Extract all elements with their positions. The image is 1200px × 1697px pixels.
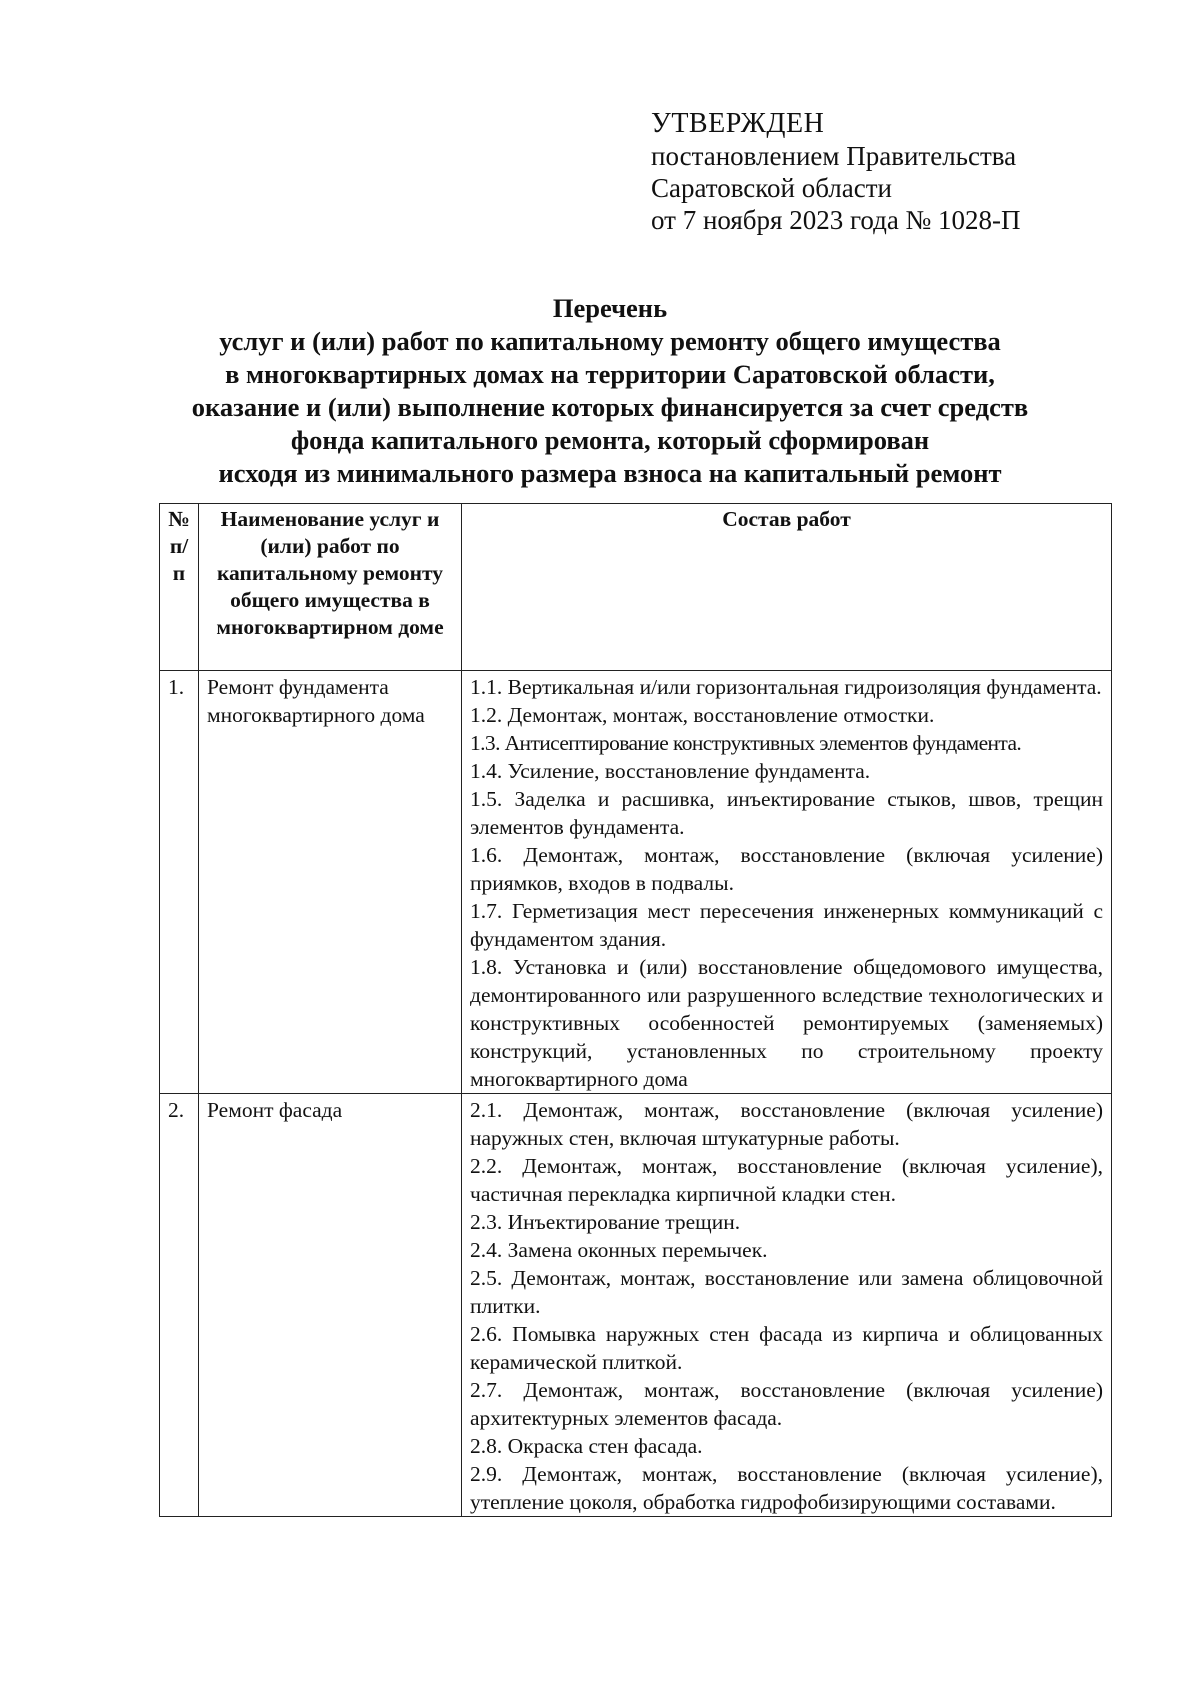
work-item: 2.4. Замена оконных перемычек.	[470, 1238, 768, 1262]
work-item: 2.5. Демонтаж, монтаж, восстановление или замена облицовочной плитки.	[470, 1266, 1103, 1318]
header-composition: Состав работ	[462, 504, 1112, 671]
work-item: 1.6. Демонтаж, монтаж, восстановление (включая усиление) приямков, входов в подвалы.	[470, 843, 1103, 895]
approval-line-2: Саратовской области	[651, 173, 892, 203]
works-table	[159, 503, 1112, 1517]
title-line-1: Перечень	[552, 293, 668, 323]
work-item: 2.7. Демонтаж, монтаж, восстановление (включая усиление) архитектурных элементов фасада.	[470, 1378, 1103, 1430]
approval-block	[651, 108, 1021, 236]
table-header-row	[160, 504, 1112, 671]
work-item: 1.1. Вертикальная и/или горизонтальная гидроизоляция фундамента.	[470, 675, 1102, 699]
work-item: 2.9. Демонтаж, монтаж, восстановление (включая усиление), утепление цоколя, обработка гидрофобизирующими составами.	[470, 1462, 1103, 1514]
work-item: 2.1. Демонтаж, монтаж, восстановление (включая усиление) наружных стен, включая штукатурные работы.	[470, 1098, 1103, 1150]
work-item: 1.2. Демонтаж, монтаж, восстановление отмостки.	[470, 703, 935, 727]
row-composition	[462, 671, 1112, 1094]
row-num: 1.	[160, 671, 199, 1094]
work-item: 1.7. Герметизация мест пересечения инженерных коммуникаций с фундаментом здания.	[470, 899, 1103, 951]
approval-line-3: от 7 ноября 2023 года № 1028-П	[651, 205, 1021, 235]
approval-line-1: постановлением Правительства	[651, 141, 1017, 171]
header-num: № п/п	[160, 504, 199, 671]
document-title	[150, 292, 1070, 490]
table-row	[160, 671, 1112, 1094]
table-row	[160, 1094, 1112, 1517]
title-line-3: в многоквартирных домах на территории Саратовской области,	[225, 359, 995, 389]
work-item: 2.6. Помывка наружных стен фасада из кирпича и облицованных керамической плиткой.	[470, 1322, 1103, 1374]
title-line-5: фонда капитального ремонта, который сформирован	[290, 425, 930, 455]
work-item: 1.8. Установка и (или) восстановление общедомового имущества, демонтированного или разрушенного вследствие технологических и конструктивных особенностей ремонтируемых (заменяемых) конструкций, установленных по строительному проекту многоквартирного дома	[470, 955, 1103, 1091]
row-name: Ремонт фундамента многоквартирного дома	[199, 671, 462, 1094]
title-line-4: оказание и (или) выполнение которых финансируется за счет средств	[191, 392, 1029, 422]
work-item: 1.4. Усиление, восстановление фундамента.	[470, 759, 871, 783]
row-composition	[462, 1094, 1112, 1517]
work-item: 1.3. Антисептирование конструктивных элементов фундамента.	[470, 731, 1022, 755]
row-num: 2.	[160, 1094, 199, 1517]
title-line-2: услуг и (или) работ по капитальному ремонту общего имущества	[219, 326, 1001, 356]
work-item: 2.2. Демонтаж, монтаж, восстановление (включая усиление), частичная перекладка кирпичной кладки стен.	[470, 1154, 1103, 1206]
work-item: 2.8. Окраска стен фасада.	[470, 1434, 703, 1458]
work-item: 1.5. Заделка и расшивка, инъектирование стыков, швов, трещин элементов фундамента.	[470, 787, 1103, 839]
work-item: 2.3. Инъектирование трещин.	[470, 1210, 741, 1234]
row-name: Ремонт фасада	[199, 1094, 462, 1517]
title-line-6: исходя из минимального размера взноса на капитальный ремонт	[218, 458, 1002, 488]
approval-heading: УТВЕРЖДЕН	[651, 108, 825, 139]
header-name: Наименование услуг и (или) работ по капитальному ремонту общего имущества в многоквартирном доме	[199, 504, 462, 671]
